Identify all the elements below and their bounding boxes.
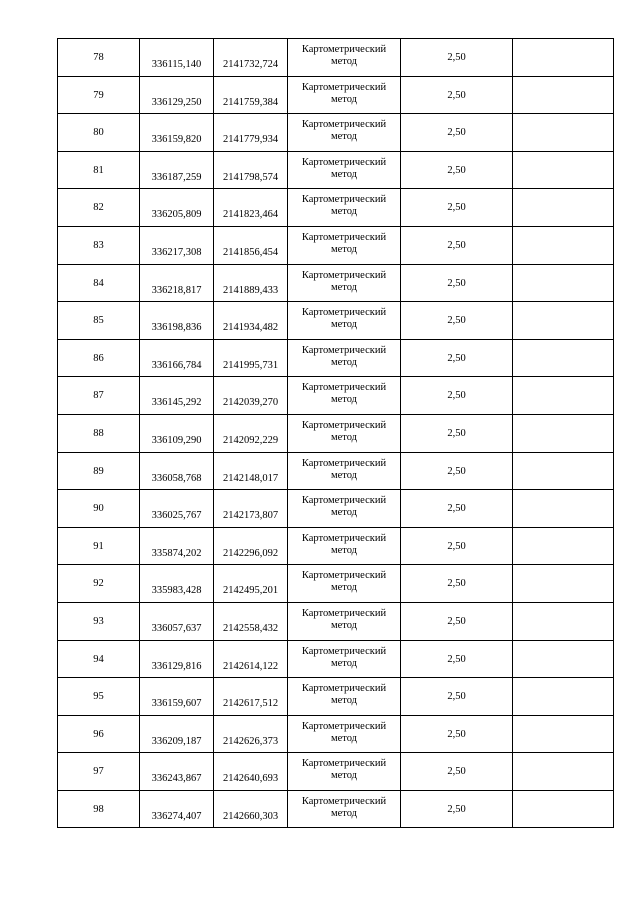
table-row — [58, 753, 614, 791]
accuracy-cell: 2,50 — [401, 414, 513, 452]
x-coordinate-cell: 336109,290 — [140, 414, 214, 452]
coordinates-table-body — [58, 39, 614, 828]
note-cell — [513, 377, 614, 415]
note-cell — [513, 490, 614, 528]
note-cell — [513, 790, 614, 828]
point-number-cell: 87 — [58, 377, 140, 415]
y-coordinate-cell: 2141934,482 — [214, 302, 288, 340]
note-cell — [513, 602, 614, 640]
method-cell: Картометрический метод — [288, 715, 401, 753]
point-number-cell: 88 — [58, 414, 140, 452]
note-cell — [513, 226, 614, 264]
point-number-cell: 97 — [58, 753, 140, 791]
y-coordinate-cell: 2142039,270 — [214, 377, 288, 415]
accuracy-cell: 2,50 — [401, 151, 513, 189]
x-coordinate-cell: 336159,607 — [140, 678, 214, 716]
point-number-cell: 84 — [58, 264, 140, 302]
x-coordinate-cell: 336129,816 — [140, 640, 214, 678]
table-row — [58, 715, 614, 753]
accuracy-cell: 2,50 — [401, 264, 513, 302]
method-cell: Картометрический метод — [288, 640, 401, 678]
accuracy-cell: 2,50 — [401, 790, 513, 828]
x-coordinate-cell: 336198,836 — [140, 302, 214, 340]
x-coordinate-cell: 336187,259 — [140, 151, 214, 189]
point-number-cell: 81 — [58, 151, 140, 189]
point-number-cell: 94 — [58, 640, 140, 678]
point-number-cell: 92 — [58, 565, 140, 603]
accuracy-cell: 2,50 — [401, 226, 513, 264]
accuracy-cell: 2,50 — [401, 377, 513, 415]
method-cell: Картометрический метод — [288, 264, 401, 302]
y-coordinate-cell: 2142614,122 — [214, 640, 288, 678]
point-number-cell: 90 — [58, 490, 140, 528]
table-row — [58, 339, 614, 377]
y-coordinate-cell: 2141779,934 — [214, 114, 288, 152]
y-coordinate-cell: 2142626,373 — [214, 715, 288, 753]
y-coordinate-cell: 2142660,303 — [214, 790, 288, 828]
note-cell — [513, 264, 614, 302]
x-coordinate-cell: 336243,867 — [140, 753, 214, 791]
point-number-cell: 80 — [58, 114, 140, 152]
y-coordinate-cell: 2142092,229 — [214, 414, 288, 452]
table-row — [58, 527, 614, 565]
accuracy-cell: 2,50 — [401, 114, 513, 152]
method-cell: Картометрический метод — [288, 151, 401, 189]
table-row — [58, 39, 614, 77]
x-coordinate-cell: 336209,187 — [140, 715, 214, 753]
accuracy-cell: 2,50 — [401, 302, 513, 340]
accuracy-cell: 2,50 — [401, 339, 513, 377]
point-number-cell: 82 — [58, 189, 140, 227]
x-coordinate-cell: 335874,202 — [140, 527, 214, 565]
point-number-cell: 83 — [58, 226, 140, 264]
table-row — [58, 226, 614, 264]
method-cell: Картометрический метод — [288, 76, 401, 114]
method-cell: Картометрический метод — [288, 377, 401, 415]
note-cell — [513, 565, 614, 603]
y-coordinate-cell: 2142296,092 — [214, 527, 288, 565]
y-coordinate-cell: 2141759,384 — [214, 76, 288, 114]
point-number-cell: 95 — [58, 678, 140, 716]
x-coordinate-cell: 336218,817 — [140, 264, 214, 302]
method-cell: Картометрический метод — [288, 189, 401, 227]
x-coordinate-cell: 336205,809 — [140, 189, 214, 227]
table-row — [58, 189, 614, 227]
method-cell: Картометрический метод — [288, 753, 401, 791]
note-cell — [513, 76, 614, 114]
accuracy-cell: 2,50 — [401, 602, 513, 640]
coordinates-table — [57, 38, 614, 828]
table-row — [58, 114, 614, 152]
point-number-cell: 85 — [58, 302, 140, 340]
method-cell: Картометрический метод — [288, 565, 401, 603]
point-number-cell: 91 — [58, 527, 140, 565]
method-cell: Картометрический метод — [288, 602, 401, 640]
note-cell — [513, 39, 614, 77]
note-cell — [513, 452, 614, 490]
note-cell — [513, 527, 614, 565]
note-cell — [513, 678, 614, 716]
note-cell — [513, 151, 614, 189]
table-row — [58, 76, 614, 114]
table-row — [58, 678, 614, 716]
y-coordinate-cell: 2141732,724 — [214, 39, 288, 77]
method-cell: Картометрический метод — [288, 490, 401, 528]
x-coordinate-cell: 336166,784 — [140, 339, 214, 377]
table-row — [58, 790, 614, 828]
table-row — [58, 640, 614, 678]
note-cell — [513, 114, 614, 152]
method-cell: Картометрический метод — [288, 226, 401, 264]
accuracy-cell: 2,50 — [401, 565, 513, 603]
table-row — [58, 602, 614, 640]
note-cell — [513, 414, 614, 452]
method-cell: Картометрический метод — [288, 452, 401, 490]
table-row — [58, 414, 614, 452]
x-coordinate-cell: 335983,428 — [140, 565, 214, 603]
method-cell: Картометрический метод — [288, 678, 401, 716]
y-coordinate-cell: 2142495,201 — [214, 565, 288, 603]
table-row — [58, 302, 614, 340]
method-cell: Картометрический метод — [288, 114, 401, 152]
y-coordinate-cell: 2142148,017 — [214, 452, 288, 490]
accuracy-cell: 2,50 — [401, 715, 513, 753]
method-cell: Картометрический метод — [288, 414, 401, 452]
table-row — [58, 490, 614, 528]
y-coordinate-cell: 2142617,512 — [214, 678, 288, 716]
table-row — [58, 151, 614, 189]
note-cell — [513, 189, 614, 227]
y-coordinate-cell: 2141798,574 — [214, 151, 288, 189]
y-coordinate-cell: 2142558,432 — [214, 602, 288, 640]
y-coordinate-cell: 2142173,807 — [214, 490, 288, 528]
accuracy-cell: 2,50 — [401, 39, 513, 77]
point-number-cell: 78 — [58, 39, 140, 77]
table-row — [58, 377, 614, 415]
point-number-cell: 96 — [58, 715, 140, 753]
x-coordinate-cell: 336025,767 — [140, 490, 214, 528]
point-number-cell: 79 — [58, 76, 140, 114]
table-row — [58, 452, 614, 490]
note-cell — [513, 753, 614, 791]
x-coordinate-cell: 336274,407 — [140, 790, 214, 828]
method-cell: Картометрический метод — [288, 527, 401, 565]
point-number-cell: 89 — [58, 452, 140, 490]
method-cell: Картометрический метод — [288, 302, 401, 340]
accuracy-cell: 2,50 — [401, 640, 513, 678]
point-number-cell: 86 — [58, 339, 140, 377]
y-coordinate-cell: 2141995,731 — [214, 339, 288, 377]
y-coordinate-cell: 2141856,454 — [214, 226, 288, 264]
x-coordinate-cell: 336057,637 — [140, 602, 214, 640]
accuracy-cell: 2,50 — [401, 490, 513, 528]
y-coordinate-cell: 2142640,693 — [214, 753, 288, 791]
table-row — [58, 565, 614, 603]
accuracy-cell: 2,50 — [401, 678, 513, 716]
x-coordinate-cell: 336058,768 — [140, 452, 214, 490]
table-row — [58, 264, 614, 302]
y-coordinate-cell: 2141889,433 — [214, 264, 288, 302]
accuracy-cell: 2,50 — [401, 189, 513, 227]
x-coordinate-cell: 336159,820 — [140, 114, 214, 152]
x-coordinate-cell: 336145,292 — [140, 377, 214, 415]
x-coordinate-cell: 336129,250 — [140, 76, 214, 114]
point-number-cell: 93 — [58, 602, 140, 640]
note-cell — [513, 339, 614, 377]
note-cell — [513, 302, 614, 340]
method-cell: Картометрический метод — [288, 790, 401, 828]
point-number-cell: 98 — [58, 790, 140, 828]
y-coordinate-cell: 2141823,464 — [214, 189, 288, 227]
method-cell: Картометрический метод — [288, 39, 401, 77]
x-coordinate-cell: 336217,308 — [140, 226, 214, 264]
accuracy-cell: 2,50 — [401, 753, 513, 791]
accuracy-cell: 2,50 — [401, 452, 513, 490]
x-coordinate-cell: 336115,140 — [140, 39, 214, 77]
accuracy-cell: 2,50 — [401, 527, 513, 565]
note-cell — [513, 715, 614, 753]
accuracy-cell: 2,50 — [401, 76, 513, 114]
method-cell: Картометрический метод — [288, 339, 401, 377]
note-cell — [513, 640, 614, 678]
